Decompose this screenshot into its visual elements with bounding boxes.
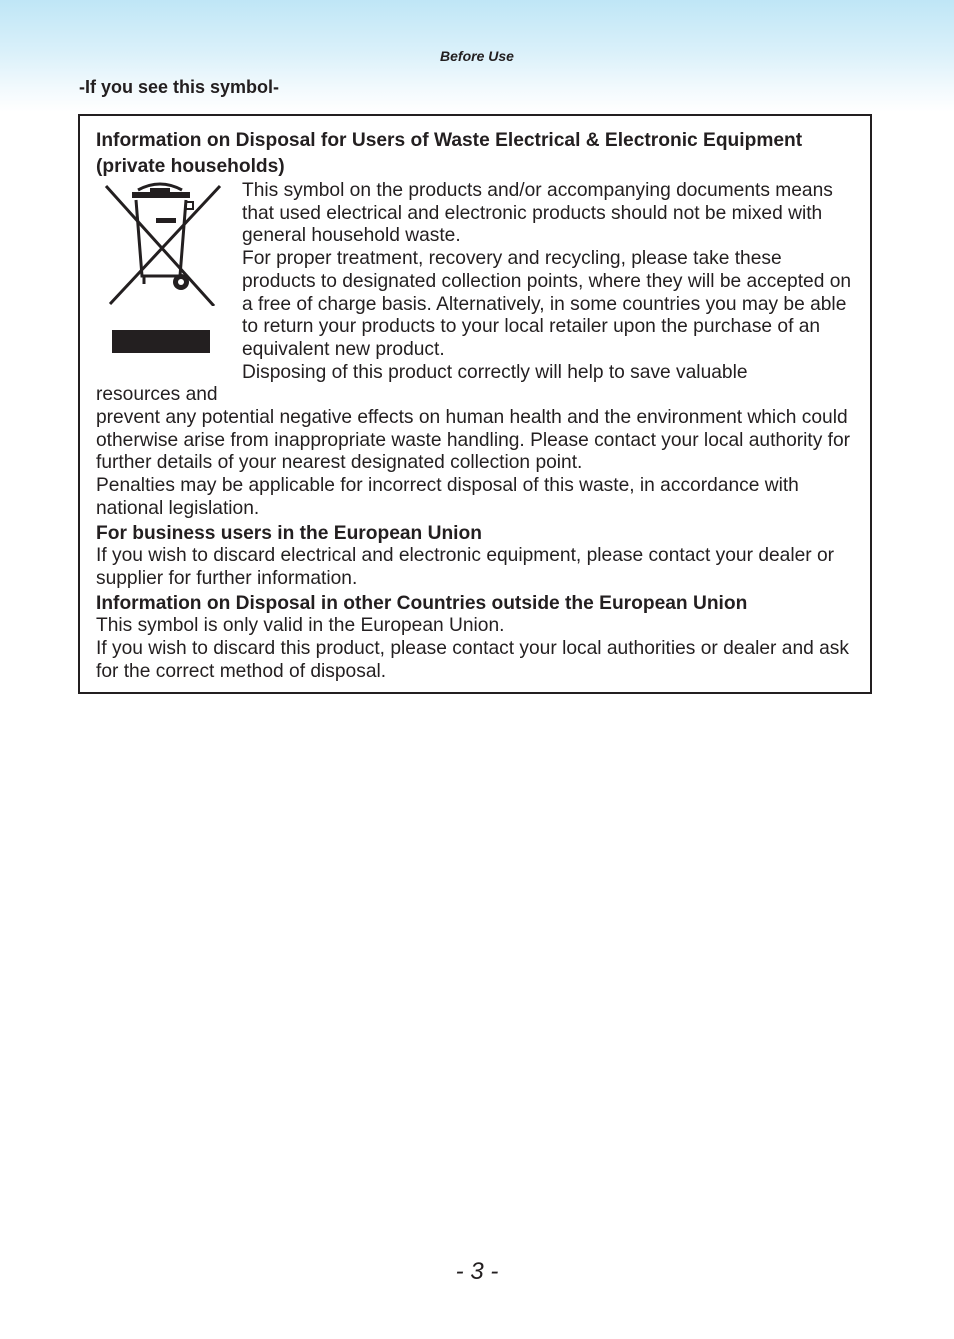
- disposal-notice-box: [78, 114, 872, 694]
- notice-content: [96, 128, 858, 683]
- notice-heading-line2: (private households): [96, 156, 285, 177]
- symbol-column: [96, 180, 242, 384]
- outside-eu-heading: Information on Disposal in other Countries outside the European Union: [96, 592, 748, 614]
- outside-eu-line2: If you wish to discard this product, please contact your local authorities or dealer and ask for the correct method of disposal.: [96, 638, 849, 682]
- symbol-paragraph: This symbol on the products and/or accompanying documents means that used electrical and electronic products should not be mixed with general household waste.: [242, 180, 833, 247]
- section-title: -If you see this symbol-: [79, 77, 280, 97]
- continuation-line: resources and: [96, 384, 218, 406]
- business-text: If you wish to discard electrical and electronic equipment, please contact your dealer or supplier for further information.: [96, 545, 835, 589]
- symbol-paragraph: For proper treatment, recovery and recycling, please take these products to designated collection points, where they will be accepted on a free of charge basis. Alternatively, in some countries you may be able to return your products to your local retailer upon the purchase of an equivalent new product.: [242, 248, 852, 360]
- notice-heading: [96, 128, 858, 180]
- symbol-text-column: [242, 180, 858, 384]
- body-paragraph: prevent any potential negative effects on human health and the environment which could otherwise arise from inappropriate waste handling. Please contact your local authority for further details of your nearest designated collection point.: [96, 407, 851, 474]
- running-head: Before Use: [440, 48, 514, 64]
- symbol-row: [96, 180, 858, 384]
- body-paragraph: Penalties may be applicable for incorrect disposal of this waste, in accordance with national legislation.: [96, 475, 799, 519]
- page-number: - 3 -: [455, 1258, 499, 1285]
- outside-eu-line1: This symbol is only valid in the European Union.: [96, 615, 505, 637]
- business-heading: For business users in the European Union: [96, 522, 482, 544]
- symbol-black-bar: [112, 330, 210, 353]
- notice-heading-line1: Information on Disposal for Users of Waste Electrical & Electronic Equipment: [96, 130, 803, 151]
- crossed-out-wheelie-bin-icon: [102, 180, 222, 306]
- symbol-paragraph: Disposing of this product correctly will help to save valuable: [242, 361, 748, 383]
